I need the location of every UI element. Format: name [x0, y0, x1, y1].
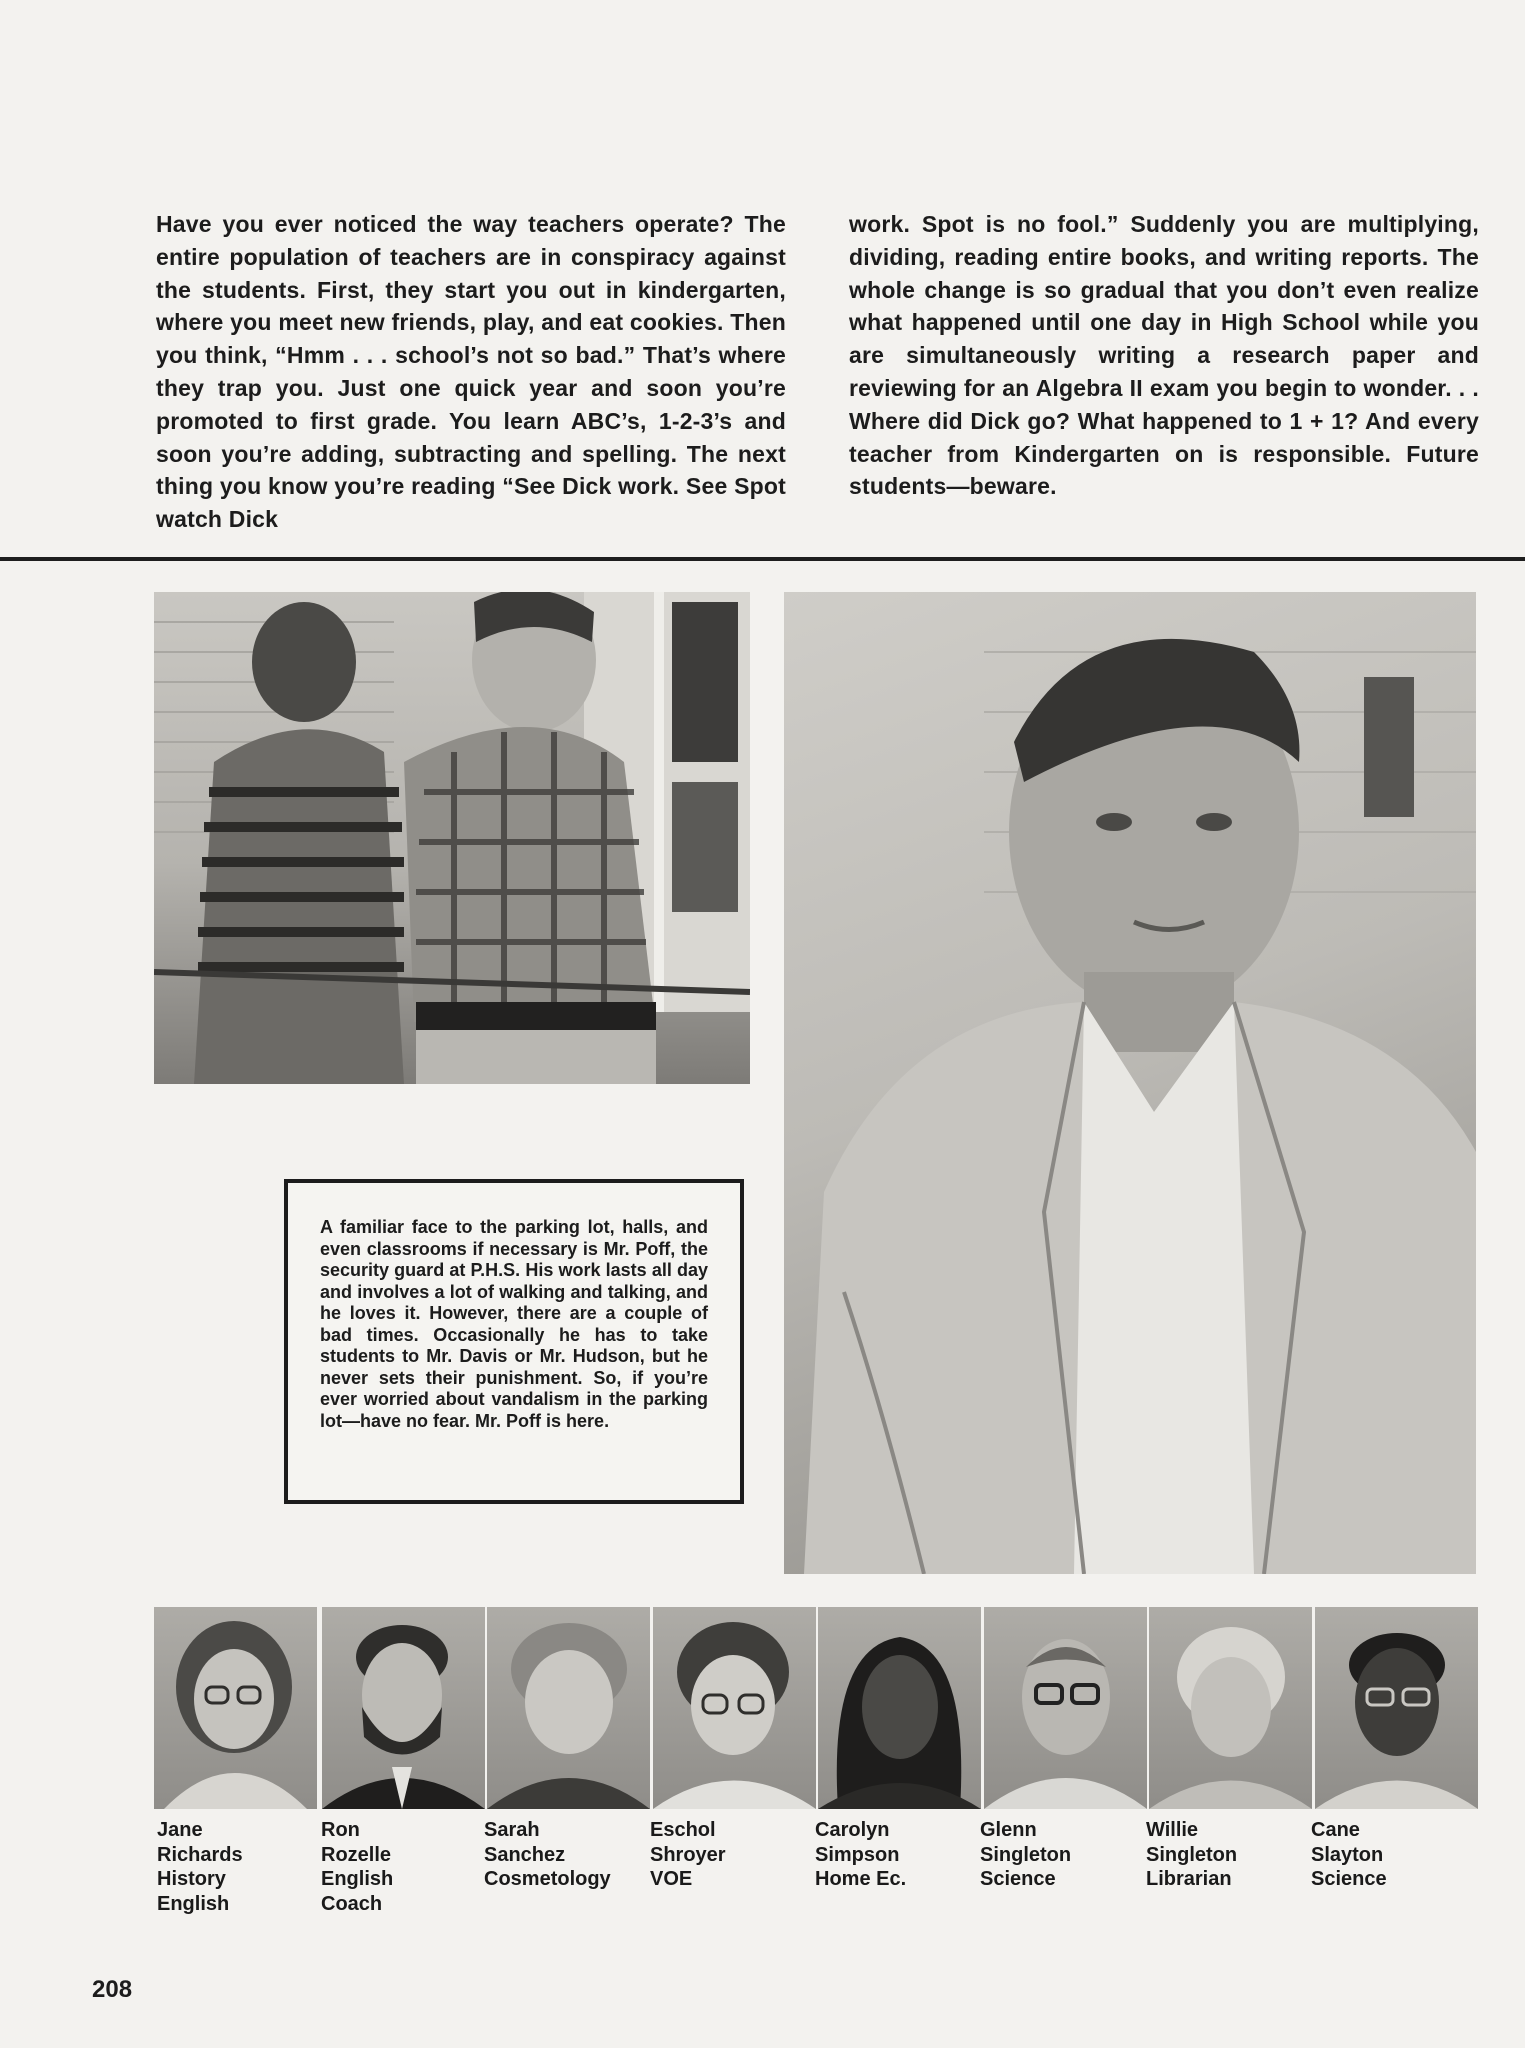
faculty-first-name: Jane: [157, 1819, 203, 1841]
faculty-last-name: Slayton: [1311, 1843, 1384, 1866]
caption-text: A familiar face to the parking lot, halls, and even classrooms if necessary is Mr. Poff, the security guard at P.H.S. His work lasts all day and involves a lot of walking and talking, and he loves it. However, there are a couple of bad times. Occasionally he has to take students to Mr. Davis or Mr. Hudson, but he never sets their punishment. So, if you’re ever worried about vandalism in the parking lot—have no fear. Mr. Poff is here.: [320, 1217, 708, 1431]
photo-guard-at-door-drawing: [154, 592, 750, 1084]
portrait-willie-singleton: [1149, 1607, 1312, 1809]
photo-mr-poff-drawing: [784, 592, 1476, 1574]
portrait-sarah-sanchez: [487, 1607, 650, 1809]
faculty-last-name: Sanchez: [484, 1843, 566, 1866]
faculty-name-cane-slayton: [1311, 1818, 1476, 1892]
portrait-glenn-singleton: [984, 1607, 1147, 1809]
faculty-last-name: Rozelle: [321, 1843, 392, 1866]
faculty-role: English: [157, 1892, 230, 1915]
faculty-first-name: Willie: [1146, 1819, 1199, 1841]
faculty-name-glenn-singleton: [980, 1818, 1145, 1892]
faculty-role: Librarian: [1146, 1868, 1232, 1890]
portrait-carolyn-simpson-drawing: [818, 1607, 981, 1809]
page-number: 208: [92, 1976, 133, 2003]
faculty-name-willie-singleton: [1146, 1818, 1311, 1892]
article-column-2: work. Spot is no fool.” Suddenly you are multiplying, dividing, reading entire books, and writing reports. The whole change is so gradual that you don’t even realize what happened until one day in High School while you are simultaneously writing a research paper and reviewing for an Algebra II exam you begin to wonder. . . Where did Dick go? What happened to 1 + 1? And every teacher from Kindergarten on is responsible. Future students—beware.: [849, 211, 1479, 500]
portrait-jane-richards: [154, 1607, 317, 1809]
faculty-first-name: Glenn: [980, 1819, 1037, 1841]
faculty-role: English: [321, 1868, 394, 1890]
portrait-ron-rozelle-drawing: [322, 1607, 485, 1809]
portrait-glenn-singleton-drawing: [984, 1607, 1147, 1809]
faculty-name-jane-richards: [157, 1818, 322, 1916]
faculty-last-name: Shroyer: [650, 1843, 726, 1866]
faculty-first-name: Cane: [1311, 1819, 1360, 1841]
portrait-eschol-shroyer: [653, 1607, 816, 1809]
portrait-willie-singleton-drawing: [1149, 1607, 1312, 1809]
faculty-role: Cosmetology: [484, 1868, 611, 1890]
faculty-first-name: Eschol: [650, 1819, 716, 1841]
faculty-last-name: Simpson: [815, 1843, 900, 1866]
photo-mr-poff-portrait: [784, 592, 1476, 1574]
faculty-name-sarah-sanchez: [484, 1818, 649, 1892]
faculty-role: VOE: [650, 1868, 693, 1890]
portrait-sarah-sanchez-drawing: [487, 1607, 650, 1809]
faculty-portrait-strip: [154, 1607, 1478, 1809]
faculty-role: Coach: [321, 1892, 383, 1915]
faculty-role: Science: [980, 1868, 1056, 1890]
faculty-first-name: Carolyn: [815, 1819, 890, 1841]
faculty-role: Science: [1311, 1868, 1387, 1890]
portrait-cane-slayton: [1315, 1607, 1478, 1809]
faculty-last-name: Singleton: [980, 1843, 1072, 1866]
photo-guard-at-door: [154, 592, 750, 1084]
faculty-first-name: Ron: [321, 1819, 360, 1841]
faculty-last-name: Richards: [157, 1843, 243, 1866]
faculty-name-carolyn-simpson: [815, 1818, 980, 1892]
article-column-1: Have you ever noticed the way teachers operate? The entire population of teachers are in conspiracy against the students. First, they start you out in kindergarten, where you meet new friends, play, and eat cookies. Then you think, “Hmm . . . school’s not so bad.” That’s where they trap you. Just one quick year and soon you’re promoted to first grade. You learn ABC’s, 1-2-3’s and soon you’re adding, subtracting and spelling. The next thing you know you’re reading “See Dick work. See Spot watch Dick: [156, 211, 786, 533]
portrait-eschol-shroyer-drawing: [653, 1607, 816, 1809]
faculty-first-name: Sarah: [484, 1819, 540, 1841]
portrait-carolyn-simpson: [818, 1607, 981, 1809]
portrait-ron-rozelle: [322, 1607, 485, 1809]
faculty-role: Home Ec.: [815, 1868, 907, 1890]
horizontal-divider: [0, 557, 1525, 561]
caption-box: [284, 1179, 744, 1504]
portrait-jane-richards-drawing: [154, 1607, 317, 1809]
faculty-name-eschol-shroyer: [650, 1818, 815, 1892]
faculty-role: History: [157, 1868, 226, 1890]
portrait-cane-slayton-drawing: [1315, 1607, 1478, 1809]
faculty-name-ron-rozelle: [321, 1818, 486, 1916]
faculty-last-name: Singleton: [1146, 1843, 1238, 1866]
